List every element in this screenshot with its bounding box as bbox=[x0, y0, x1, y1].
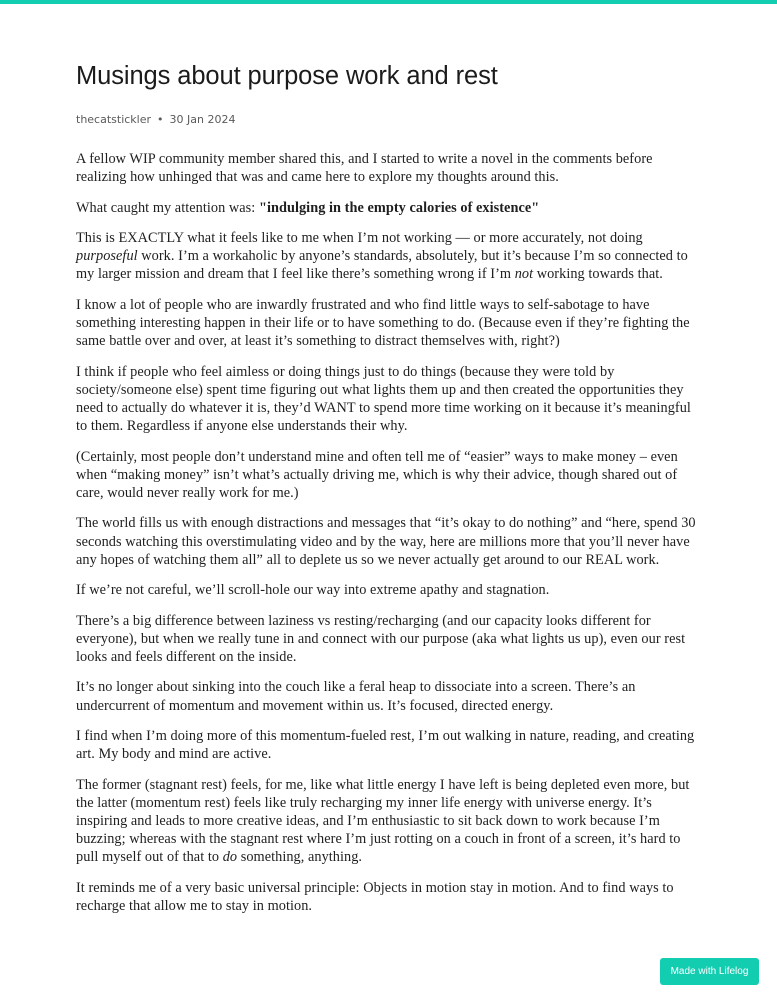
emphasis-italic: not bbox=[514, 266, 534, 283]
made-with-lifelog-badge[interactable]: Made with Lifelog bbox=[660, 958, 759, 985]
post-meta bbox=[76, 113, 696, 127]
article-paragraph: If we’re not careful, we’ll scroll-hole our way into extreme apathy and stagnation. bbox=[76, 582, 550, 599]
meta-separator: • bbox=[157, 113, 164, 126]
article-paragraph: There’s a big difference between laziness vs resting/recharging (and our capacity looks different for everyone), but when we really tune in and connect with our purpose (aka what lights us up), even our rest looks and feels different on the inside. bbox=[76, 612, 686, 665]
emphasis-bold: "indulging in the empty calories of existence" bbox=[258, 199, 540, 216]
top-accent-bar bbox=[0, 0, 777, 4]
article bbox=[76, 60, 696, 927]
article-body bbox=[76, 150, 696, 915]
article-paragraph: The former (stagnant rest) feels, for me, like what little energy I have left is being depleted even more, but the latter (momentum rest) feels like truly recharging my inner life energy with universe energy. It’s inspiring and leads to more creative ideas, and I’m enthusiastic to sit back down to work because I’m buzzing; whereas with the stagnant rest where I’m just rotting on a couch in front of a screen, it’s hard to pull myself out of that to do something, anything. bbox=[76, 776, 690, 866]
article-paragraph: It reminds me of a very basic universal principle: Objects in motion stay in motion. And to find ways to recharge that allow me to stay in motion. bbox=[76, 879, 674, 914]
emphasis-italic: do bbox=[222, 849, 238, 866]
author-name: thecatstickler bbox=[76, 113, 152, 126]
article-paragraph: The world fills us with enough distractions and messages that “it’s okay to do nothing” and “here, spend 30 seconds watching this overstimulating video and by the way, here are millions more that you’ll never have any hopes of watching them all” all to deplete us so we never actually get around to our REAL work. bbox=[76, 515, 696, 568]
article-paragraph: (Certainly, most people don’t understand mine and often tell me of “easier” ways to make money – even when “making money” isn’t what’s actually driving me, which is why their advice, though shared out of care, would never really work for me.) bbox=[76, 448, 678, 501]
post-date: 30 Jan 2024 bbox=[169, 113, 236, 126]
article-paragraph: I know a lot of people who are inwardly frustrated and who find little ways to self-sabotage to have something interesting happen in their life or to have something to do. (Because even if they’re fighting the same battle over and over, at least it’s something to distract themselves with, right?) bbox=[76, 296, 690, 350]
article-paragraph: It’s no longer about sinking into the couch like a feral heap to dissociate into a screen. There’s an undercurrent of momentum and movement within us. It’s focused, directed energy. bbox=[76, 679, 636, 714]
article-paragraph: I think if people who feel aimless or doing things just to do things (because they were told by society/someone else) spent time figuring out what lights them up and then created the opportunities they need to actually do whatever it is, they’d WANT to spend more time working on it because it’s meaningful to them. Regardless if anyone else understands their why. bbox=[76, 363, 691, 435]
article-paragraph: This is EXACTLY what it feels like to me when I’m not working — or more accurately, not doing purposeful work. I’m a workaholic by anyone’s standards, absolutely, but it’s because I’m so connected to my larger mission and dream that I feel like there’s something wrong if I’m not working towards that. bbox=[76, 229, 688, 283]
article-paragraph: I find when I’m doing more of this momentum-fueled rest, I’m out walking in nature, reading, and creating art. My body and mind are active. bbox=[76, 727, 695, 763]
emphasis-italic: purposeful bbox=[76, 248, 138, 265]
article-paragraph: What caught my attention was: "indulging in the empty calories of existence" bbox=[76, 199, 540, 216]
article-paragraph: A fellow WIP community member shared this, and I started to write a novel in the comments before realizing how unhinged that was and came here to explore my thoughts around this. bbox=[76, 151, 653, 186]
page-title: Musings about purpose work and rest bbox=[76, 62, 498, 90]
